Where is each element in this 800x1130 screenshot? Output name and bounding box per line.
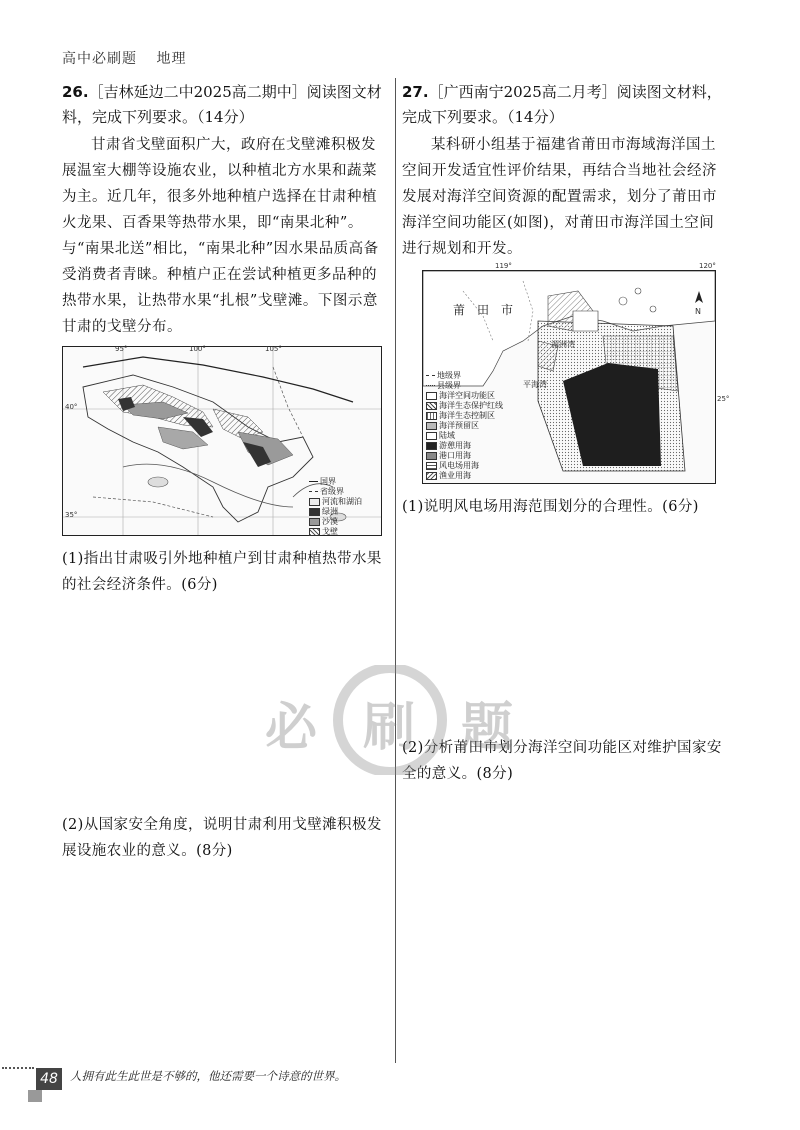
tick-lat-40: 40° [65,403,78,411]
tick-lon-105: 105° [265,345,282,353]
gansu-gobi-map [62,346,382,536]
q26-heading [62,80,387,130]
legend-item: 省级界 [309,487,362,497]
footer-deco-block [28,1090,42,1102]
tick-lon-119: 119° [495,262,512,270]
q26-sub2: (2)从国家安全角度，说明甘肃利用戈壁滩积极发展设施农业的意义。(8分) [62,817,382,859]
q27-number: 27. [402,83,429,101]
legend-item: 海洋生态控制区 [426,411,503,421]
putian-map-legend [426,371,503,481]
q26-sub1: (1)指出甘肃吸引外地种植户到甘肃种植热带水果的社会经济条件。(6分) [62,551,382,593]
legend-item: 海洋空间功能区 [426,391,503,401]
q27-source: ［广西南宁2025高二月考］阅读图文材料，完成下列要求。（14分） [402,83,722,126]
watermark-char-2: 刷 [363,697,416,758]
watermark-char-1: 必 [265,697,318,758]
legend-item: 游憩用海 [426,441,503,451]
q26-paragraph: 甘肃省戈壁面积广大，政府在戈壁滩积极发展温室大棚等设施农业，以种植北方水果和蔬菜为主。近几年，很多外地种植户选择在甘肃种植火龙果、百香果等热带水果，即“南果北种”。与“南果北送”相比，“南果北种”因水果品质高备受消费者青睐。种植户正在尝试种植更多品种的热带水果，让热带水果“扎根”戈壁滩。下图示意甘肃的戈壁分布。 [62,137,379,335]
north-label: N [695,307,701,316]
legend-item: 风电场用海 [426,461,503,471]
question-26 [62,80,387,859]
book-title: 高中必刷题 [62,51,137,67]
legend-item: 地级界 [426,371,503,381]
brand-watermark [265,665,525,775]
footer-dots [2,1067,34,1069]
footer-quote: 人拥有此生此世是不够的，他还需要一个诗意的世界。 [70,1069,346,1083]
q27-sub1: (1)说明风电场用海范围划分的合理性。(6分) [402,499,699,515]
page-number: 48 [36,1068,62,1090]
legend-item: 海洋生态保护红线 [426,401,503,411]
q27-heading [402,80,722,130]
gansu-map-legend [309,477,362,537]
legend-item: 沙漠 [309,517,362,527]
legend-item: 陆域 [426,431,503,441]
legend-item: 港口用海 [426,451,503,461]
legend-item: 绿洲 [309,507,362,517]
question-27 [402,80,730,782]
watermark-char-3: 题 [461,697,514,758]
q26-number: 26. [62,83,89,101]
tick-lat-25: 25° [717,395,730,403]
column-divider [395,78,396,1063]
tick-lon-95: 95° [115,345,128,353]
legend-item: 戈壁 [309,527,362,537]
page-header [62,48,200,68]
tick-lat-35: 35° [65,511,78,519]
putian-label: 莆 田 市 [453,303,514,317]
subject-title: 地理 [156,51,187,67]
tick-lon-100: 100° [189,345,206,353]
putian-sea-map [422,262,730,484]
tick-lon-120: 120° [699,262,716,270]
q27-sub2: (2)分析莆田市划分海洋空间功能区对维护国家安全的意义。(8分) [402,740,722,782]
bay-label: 湄洲湾 [551,340,575,349]
legend-item: 渔业用海 [426,471,503,481]
q26-source: ［吉林延边二中2025高二期中］阅读图文材料，完成下列要求。（14分） [62,83,382,126]
pinghai-label: 平海湾 [523,380,547,389]
legend-item: 县级界 [426,381,503,391]
legend-item: 河流和湖泊 [309,497,362,507]
legend-item: 国界 [309,477,362,487]
legend-item: 海洋预留区 [426,421,503,431]
q27-paragraph: 某科研小组基于福建省莆田市海域海洋国土空间开发适宜性评价结果，再结合当地社会经济发展对海洋空间资源的配置需求，划分了莆田市海洋空间功能区(如图)，对莆田市海洋国土空间进行规划和开发。 [402,137,717,257]
